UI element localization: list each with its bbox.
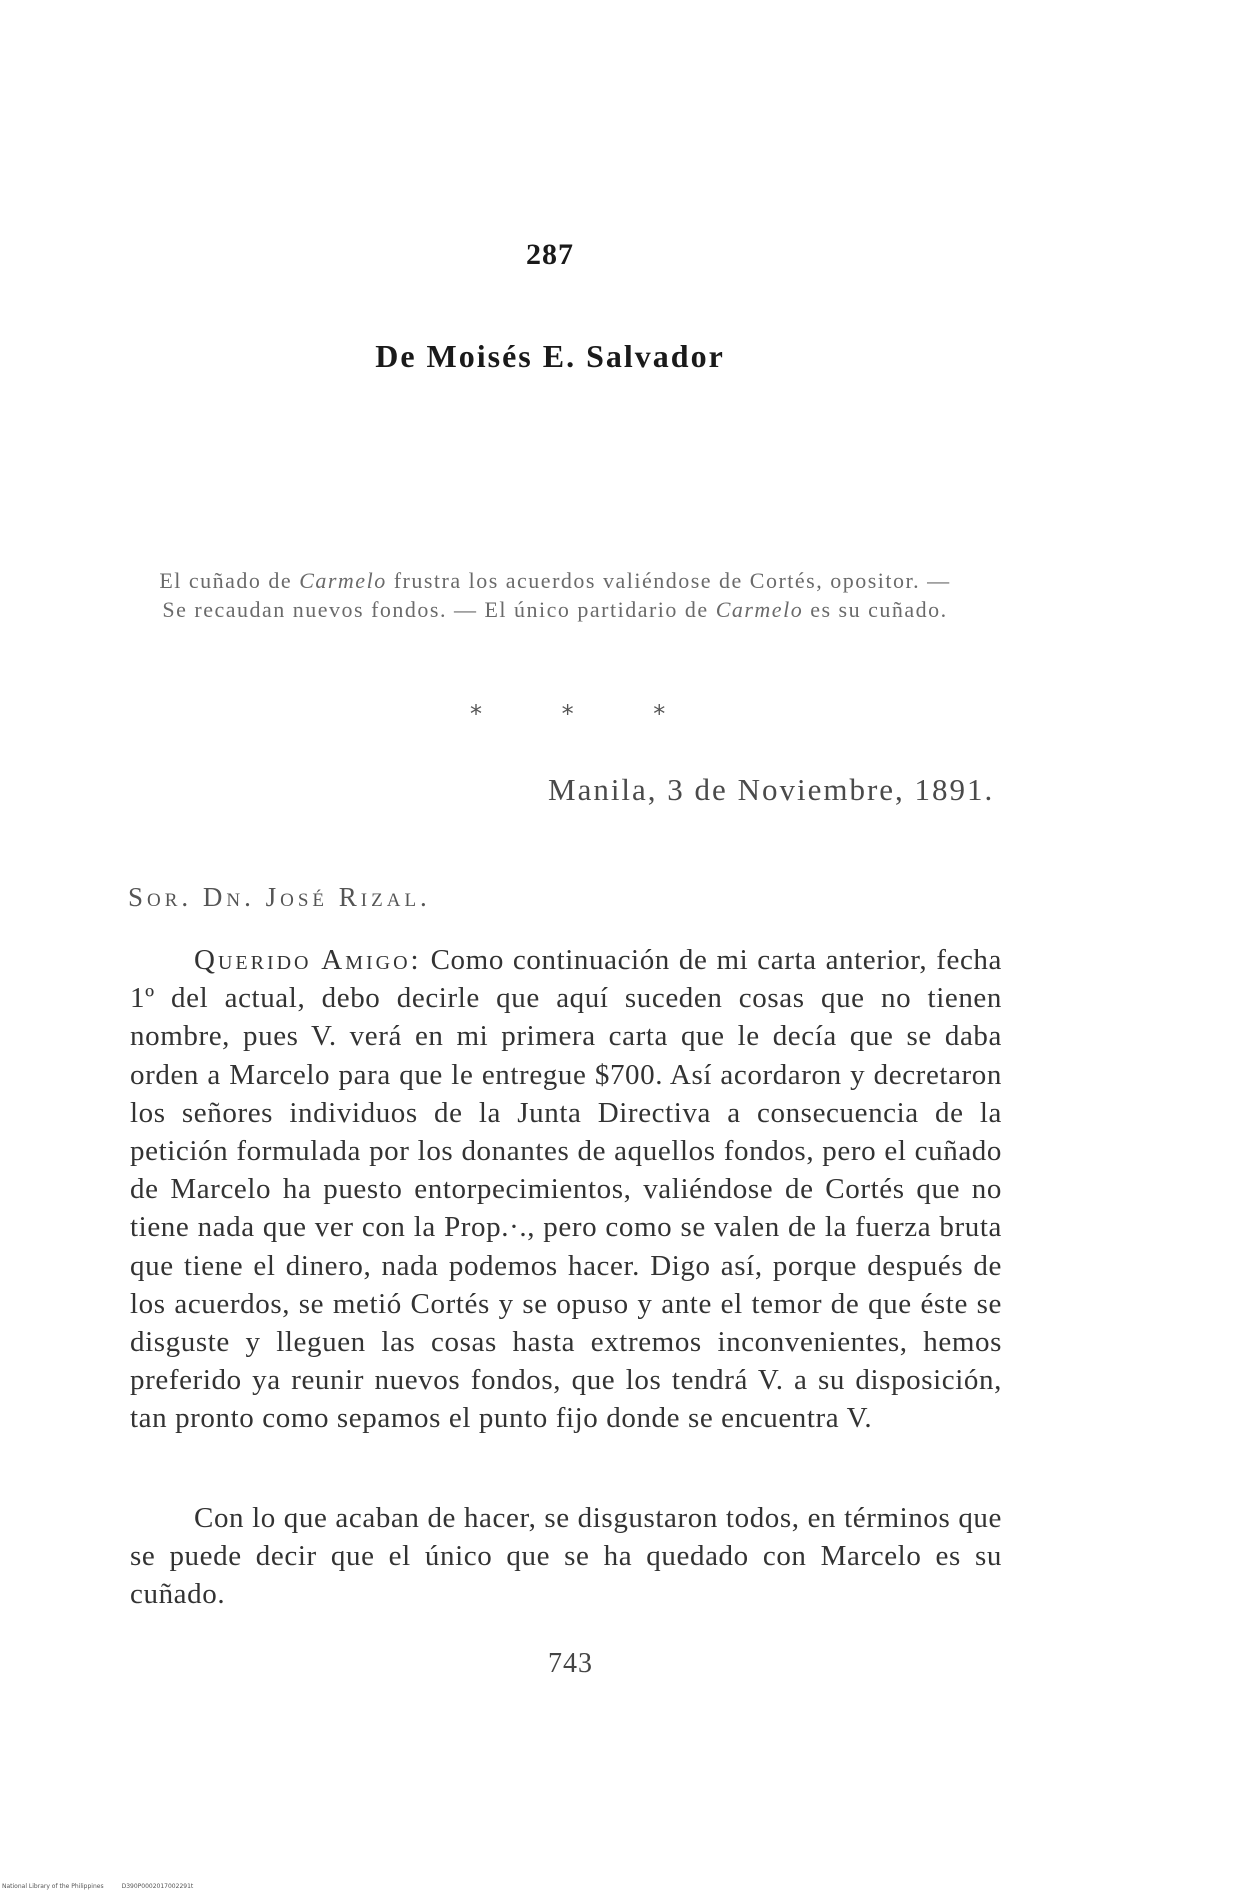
section-separator: * * * bbox=[470, 700, 702, 728]
letter-number: 287 bbox=[526, 238, 574, 271]
letter-summary bbox=[150, 566, 960, 624]
page-number: 743 bbox=[548, 1648, 593, 1679]
summary-italic-1: Carmelo bbox=[299, 568, 387, 593]
letter-title: De Moisés E. Salvador bbox=[375, 338, 725, 374]
paragraph-1-text: Como continuación de mi carta anterior, fecha 1º del actual, debo decirle que aquí suceden cosas que no tienen nombre, pues V. verá en mi primera carta que le decía que se daba orden a Marcelo para que le entregue $700. Así acordaron y decretaron los señores individuos de la Junta Directiva a consecuencia de la petición formulada por los donantes de aquellos fondos, pero el cuñado de Marcelo ha puesto entorpecimientos, valiéndose de Cortés que no tiene nada que ver con la Prop.·., pero como se valen de la fuerza bruta que tiene el dinero, nada podemos hacer. Digo así, porque después de los acuerdos, se metió Cortés y se opuso y ante el temor de que éste se disguste y lleguen las cosas hasta extremos inconvenientes, hemos preferido ya reunir nuevos fondos, que los tendrá V. a su disposición, tan pronto como sepamos el punto fijo donde se encuentra V. bbox=[130, 944, 1002, 1435]
paragraph-2-text: Con lo que acaban de hacer, se disgustaron todos, en términos que se puede decir que el único que se ha quedado con Marcelo es su cuñado. bbox=[130, 1502, 1002, 1611]
summary-text-3: es su cuñado. bbox=[803, 597, 948, 622]
summary-text-2: frustra los acuerdos valiéndose de Cortés, opositor. — Se recaudan nuevos fondos. — El único partidario de bbox=[162, 568, 951, 622]
summary-italic-2: Carmelo bbox=[715, 597, 804, 622]
body-paragraph-1 bbox=[130, 941, 1002, 1438]
footer-library: National Library of the Philippines bbox=[2, 1883, 104, 1890]
opening-greeting: Querido Amigo: bbox=[194, 944, 422, 976]
summary-text-1: El cuñado de bbox=[159, 568, 300, 593]
salutation: Sor. Dn. José Rizal. bbox=[128, 882, 431, 912]
footer-credit bbox=[2, 1883, 211, 1890]
dateline: Manila, 3 de Noviembre, 1891. bbox=[548, 772, 995, 807]
footer-code: D390P0002017002291t bbox=[121, 1883, 194, 1890]
body-paragraph-2 bbox=[130, 1499, 1002, 1614]
